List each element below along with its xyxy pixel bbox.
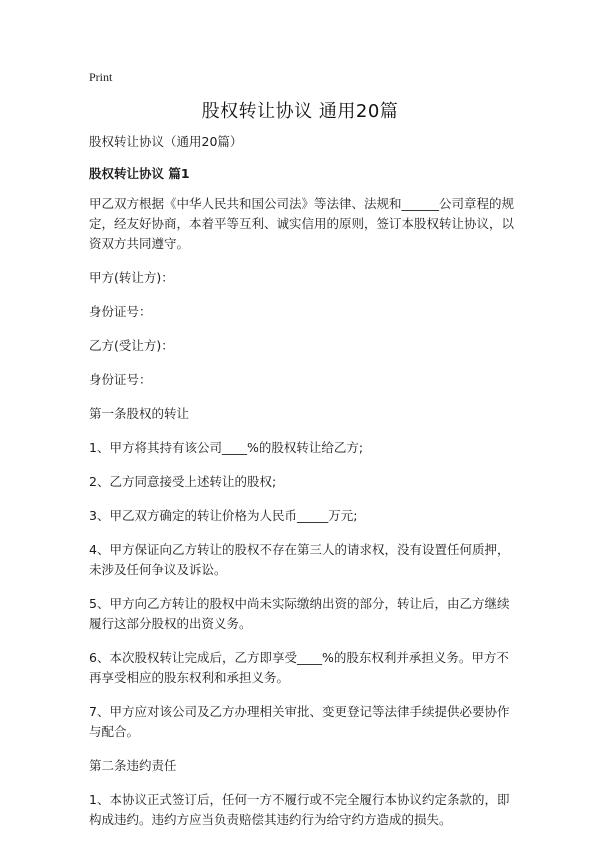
- clause-1-4: 4、甲方保证向乙方转让的股权不存在第三人的请求权，没有设置任何质押，未涉及任何争议及诉讼。: [89, 542, 510, 577]
- clause-1-5: 5、甲方向乙方转让的股权中尚未实际缴纳出资的部分，转让后，由乙方继续履行这部分股权的出资义务。: [89, 596, 510, 631]
- section-heading: 股权转让协议 篇1: [89, 166, 190, 181]
- page-title: 股权转让协议 通用20篇: [201, 101, 399, 122]
- article-2-heading: 第二条违约责任: [89, 758, 177, 773]
- clause-1-1: 1、甲方将其持有该公司____%的股权转让给乙方;: [89, 440, 364, 455]
- clause-1-6: 6、本次股权转让完成后，乙方即享受____%的股东权利并承担义务。甲方不再享受相应的股东权利和承担义务。: [89, 650, 509, 685]
- paragraph-party-b-id: 身份证号：: [89, 372, 152, 387]
- paragraph-intro: 甲乙双方根据《中华人民共和国公司法》等法律、法规和______公司章程的规定，经友好协商，本着平等互利、诚实信用的原则，签订本股权转让协议，以资双方共同遵守。: [89, 196, 515, 251]
- document-subtitle: 股权转让协议（通用20篇）: [89, 134, 243, 149]
- print-label: Print: [89, 70, 113, 84]
- clause-1-3: 3、甲乙双方确定的转让价格为人民币_____万元;: [89, 508, 358, 523]
- paragraph-party-a-id: 身份证号：: [89, 304, 152, 319]
- paragraph-party-b: 乙方(受让方)：: [89, 338, 174, 353]
- clause-2-1: 1、本协议正式签订后，任何一方不履行或不完全履行本协议约定条款的，即构成违约。违约方应当负责赔偿其违约行为给守约方造成的损失。: [89, 792, 510, 827]
- clause-1-7: 7、甲方应对该公司及乙方办理相关审批、变更登记等法律手续提供必要协作与配合。: [89, 704, 510, 739]
- clause-1-2: 2、乙方同意接受上述转让的股权;: [89, 474, 277, 489]
- article-1-heading: 第一条股权的转让: [89, 406, 190, 421]
- paragraph-party-a: 甲方(转让方)：: [89, 270, 174, 285]
- document-body: [89, 132, 519, 844]
